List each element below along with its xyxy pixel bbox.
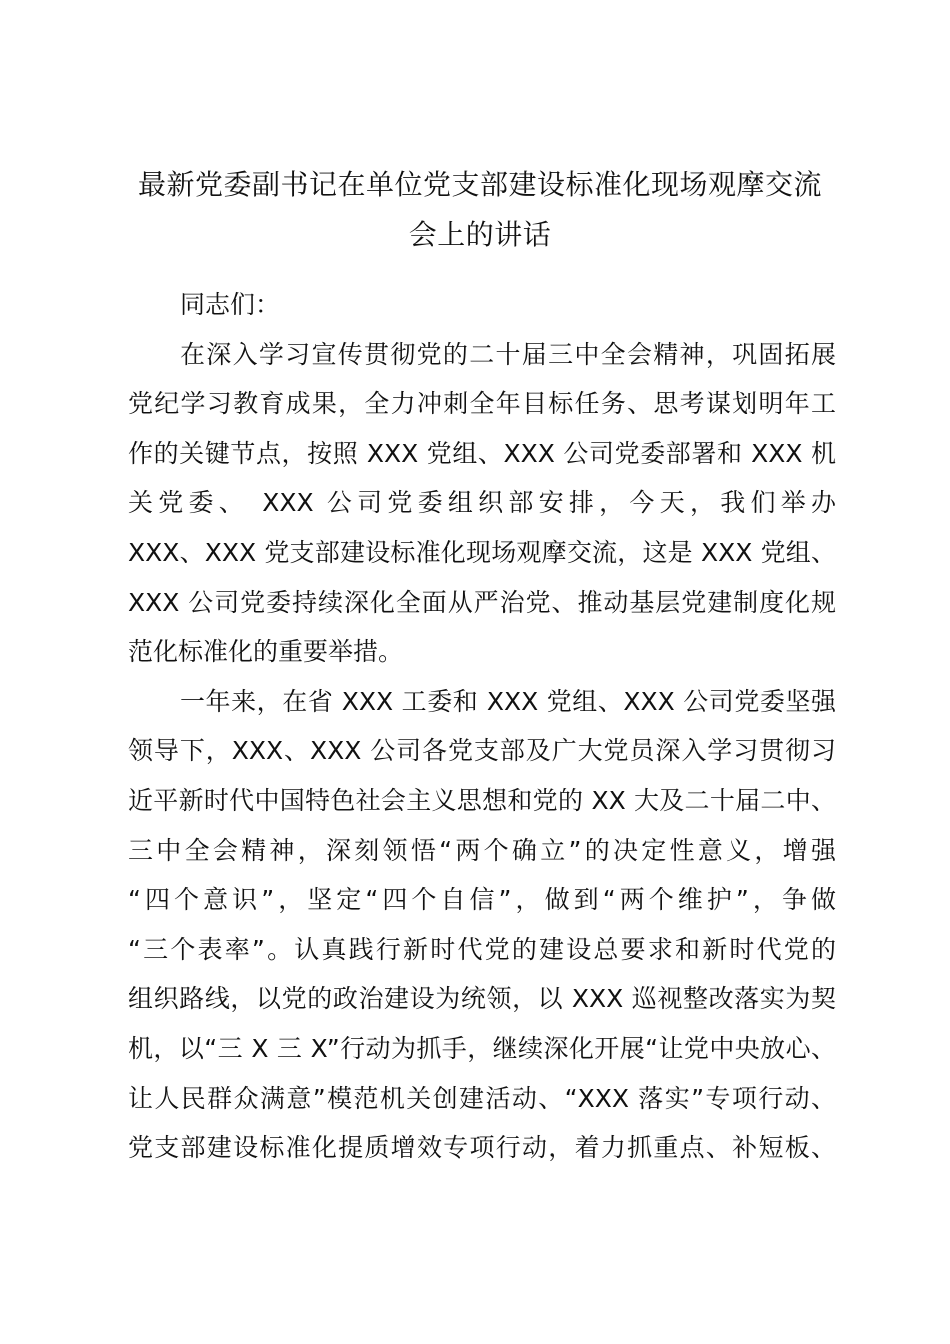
paragraph-2-line: 组织路线，以党的政治建设为统领，以 XXX 巡视整改落实为契 — [128, 984, 836, 1014]
paragraph-1-line: XXX 公司党委持续深化全面从严治党、推动基层党建制度化规 — [128, 587, 836, 617]
title-line-2: 会上的讲话 — [408, 218, 552, 251]
paragraph-2-line: “三个表率”。认真践行新时代党的建设总要求和新时代党的 — [128, 934, 836, 964]
paragraph-1-line: 作的关键节点，按照 XXX 党组、XXX 公司党委部署和 XXX 机 — [128, 438, 836, 468]
paragraph-2-line: 党支部建设标准化提质增效专项行动，着力抓重点、补短板、 — [128, 1133, 836, 1163]
paragraph-2-line: 近平新时代中国特色社会主义思想和党的 XX 大及二十届二中、 — [128, 785, 836, 815]
document-title — [125, 160, 835, 260]
paragraph-1-line: 范化标准化的重要举措。 — [128, 637, 404, 667]
paragraph-1-line: 在深入学习宣传贯彻党的二十届三中全会精神，巩固拓展 — [180, 339, 836, 369]
paragraph-1-line: XXX、XXX 党支部建设标准化现场观摩交流，这是 XXX 党组、 — [128, 537, 836, 567]
paragraph-2-line: 一年来，在省 XXX 工委和 XXX 党组、XXX 公司党委坚强 — [180, 686, 836, 716]
paragraph-2-line: 让人民群众满意”模范机关创建活动、“XXX 落实”专项行动、 — [128, 1083, 836, 1113]
paragraph-2-line: 领导下，XXX、XXX 公司各党支部及广大党员深入学习贯彻习 — [128, 736, 836, 766]
paragraph-2-line: 机，以“三 X 三 X”行动为抓手，继续深化开展“让党中央放心、 — [128, 1033, 836, 1063]
paragraph-1-line: 党纪学习教育成果，全力冲刺全年目标任务、思考谋划明年工 — [128, 389, 836, 419]
paragraph-2-line: “四个意识”，坚定“四个自信”，做到“两个维护”，争做 — [128, 885, 836, 915]
document-body — [128, 285, 836, 1178]
title-line-1: 最新党委副书记在单位党支部建设标准化现场观摩交流 — [137, 168, 822, 201]
paragraph-2 — [128, 682, 836, 1178]
paragraph-1 — [128, 335, 836, 682]
salutation: 同志们： — [180, 290, 281, 319]
paragraph-1-line: 关党委、 XXX 公司党委组织部安排，今天，我们举办 — [128, 488, 836, 518]
paragraph-2-line: 三中全会精神，深刻领悟“两个确立”的决定性意义，增强 — [128, 835, 836, 865]
